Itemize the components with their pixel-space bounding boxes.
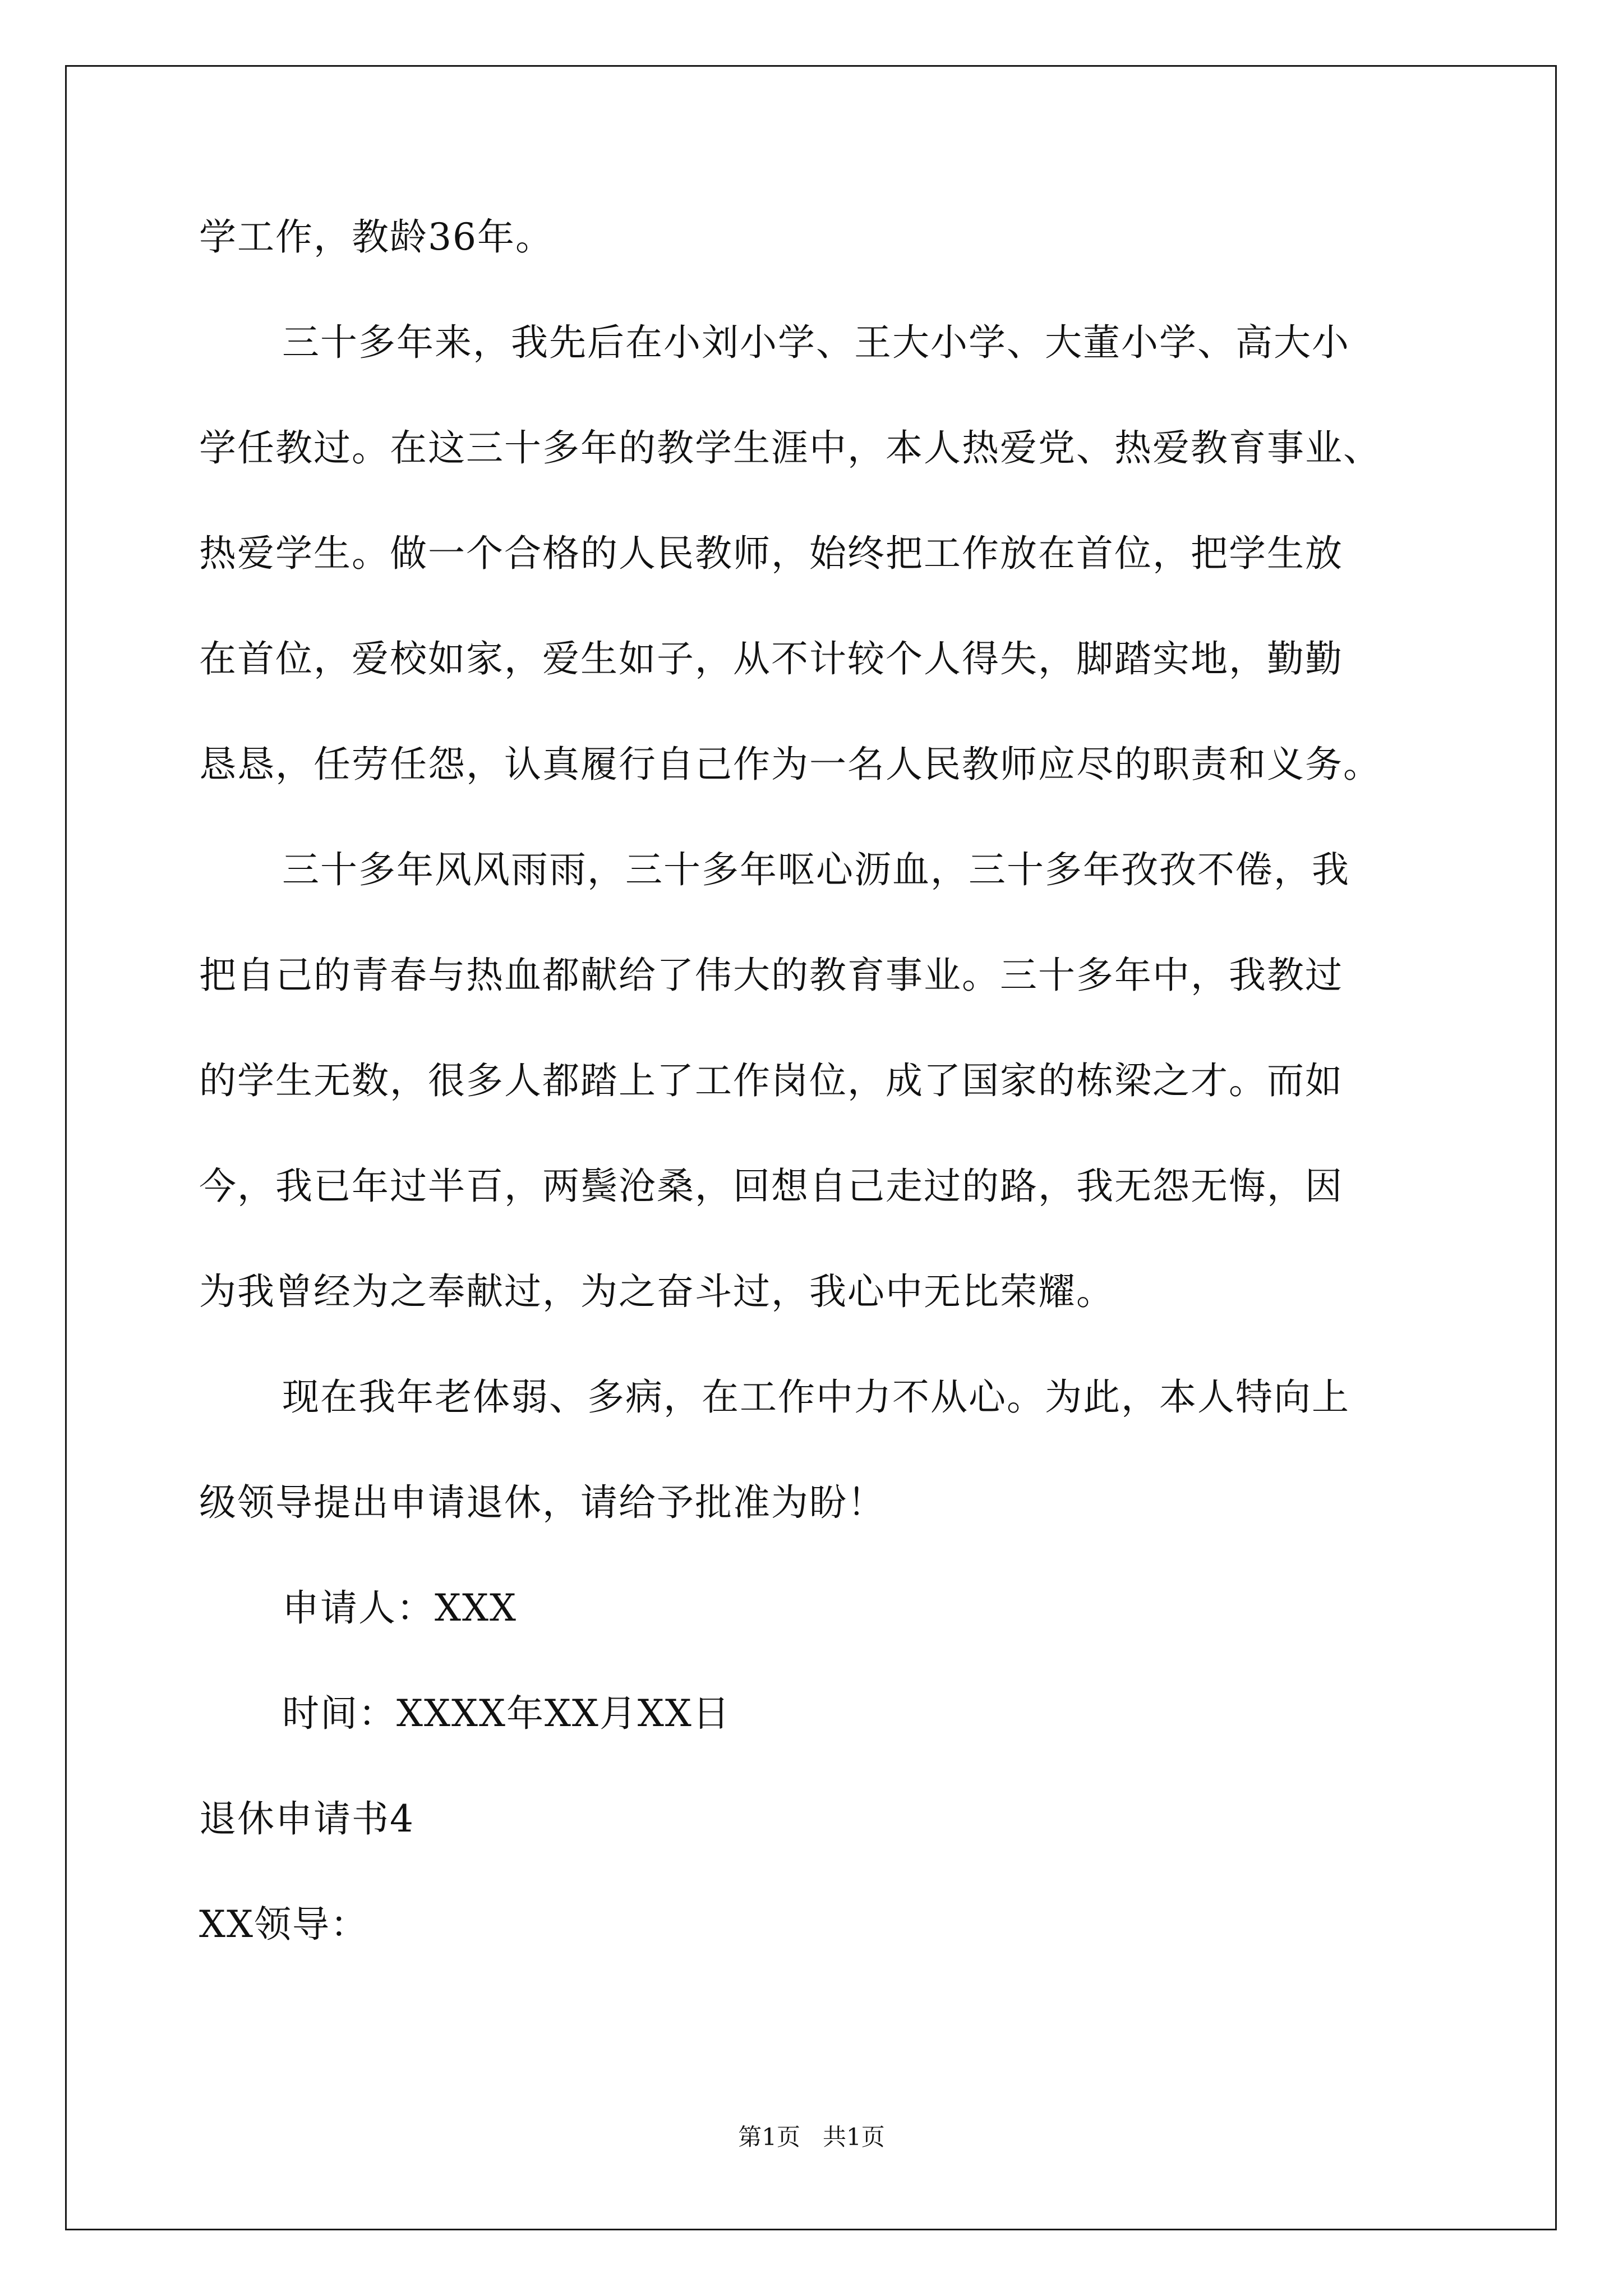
text-line-9: 的学生无数，很多人都踏上了工作岗位，成了国家的栋梁之才。而如 (199, 1059, 1343, 1102)
text-line-12: 现在我年老体弱、多病，在工作中力不从心。为此，本人特向上 (282, 1375, 1350, 1419)
text-line-10: 今，我已年过半百，两鬓沧桑，回想自己走过的路，我无怨无悔，因 (199, 1165, 1343, 1208)
text-line-2: 三十多年来，我先后在小刘小学、王大小学、大董小学、高大小 (282, 321, 1350, 364)
text-line-4: 热爱学生。做一个合格的人民教师，始终把工作放在首位，把学生放 (199, 532, 1343, 575)
text-line-13: 级领导提出申请退休，请给予批准为盼！ (199, 1481, 886, 1524)
section-title: 退休申请书4 (199, 1797, 414, 1841)
text-line-6: 恳恳，任劳任怨，认真履行自己作为一名人民教师应尽的职责和义务。 (199, 743, 1381, 786)
text-line-7: 三十多年风风雨雨，三十多年呕心沥血，三十多年孜孜不倦，我 (282, 848, 1350, 891)
date-line: 时间：XXXX年XX月XX日 (282, 1692, 731, 1735)
text-line-8: 把自己的青春与热血都献给了伟大的教育事业。三十多年中，我教过 (199, 954, 1343, 997)
applicant-line: 申请人：XXX (282, 1586, 517, 1630)
text-line-5: 在首位，爱校如家，爱生如子，从不计较个人得失，脚踏实地，勤勤 (199, 637, 1343, 680)
page-footer: 第1页 共1页 (738, 2123, 885, 2151)
text-line-11: 为我曾经为之奉献过，为之奋斗过，我心中无比荣耀。 (199, 1270, 1114, 1313)
salutation-line: XX领导： (199, 1903, 368, 1946)
text-line-3: 学任教过。在这三十多年的教学生涯中，本人热爱党、热爱教育事业、 (199, 426, 1381, 470)
text-line-1: 学工作，教龄36年。 (199, 215, 554, 259)
